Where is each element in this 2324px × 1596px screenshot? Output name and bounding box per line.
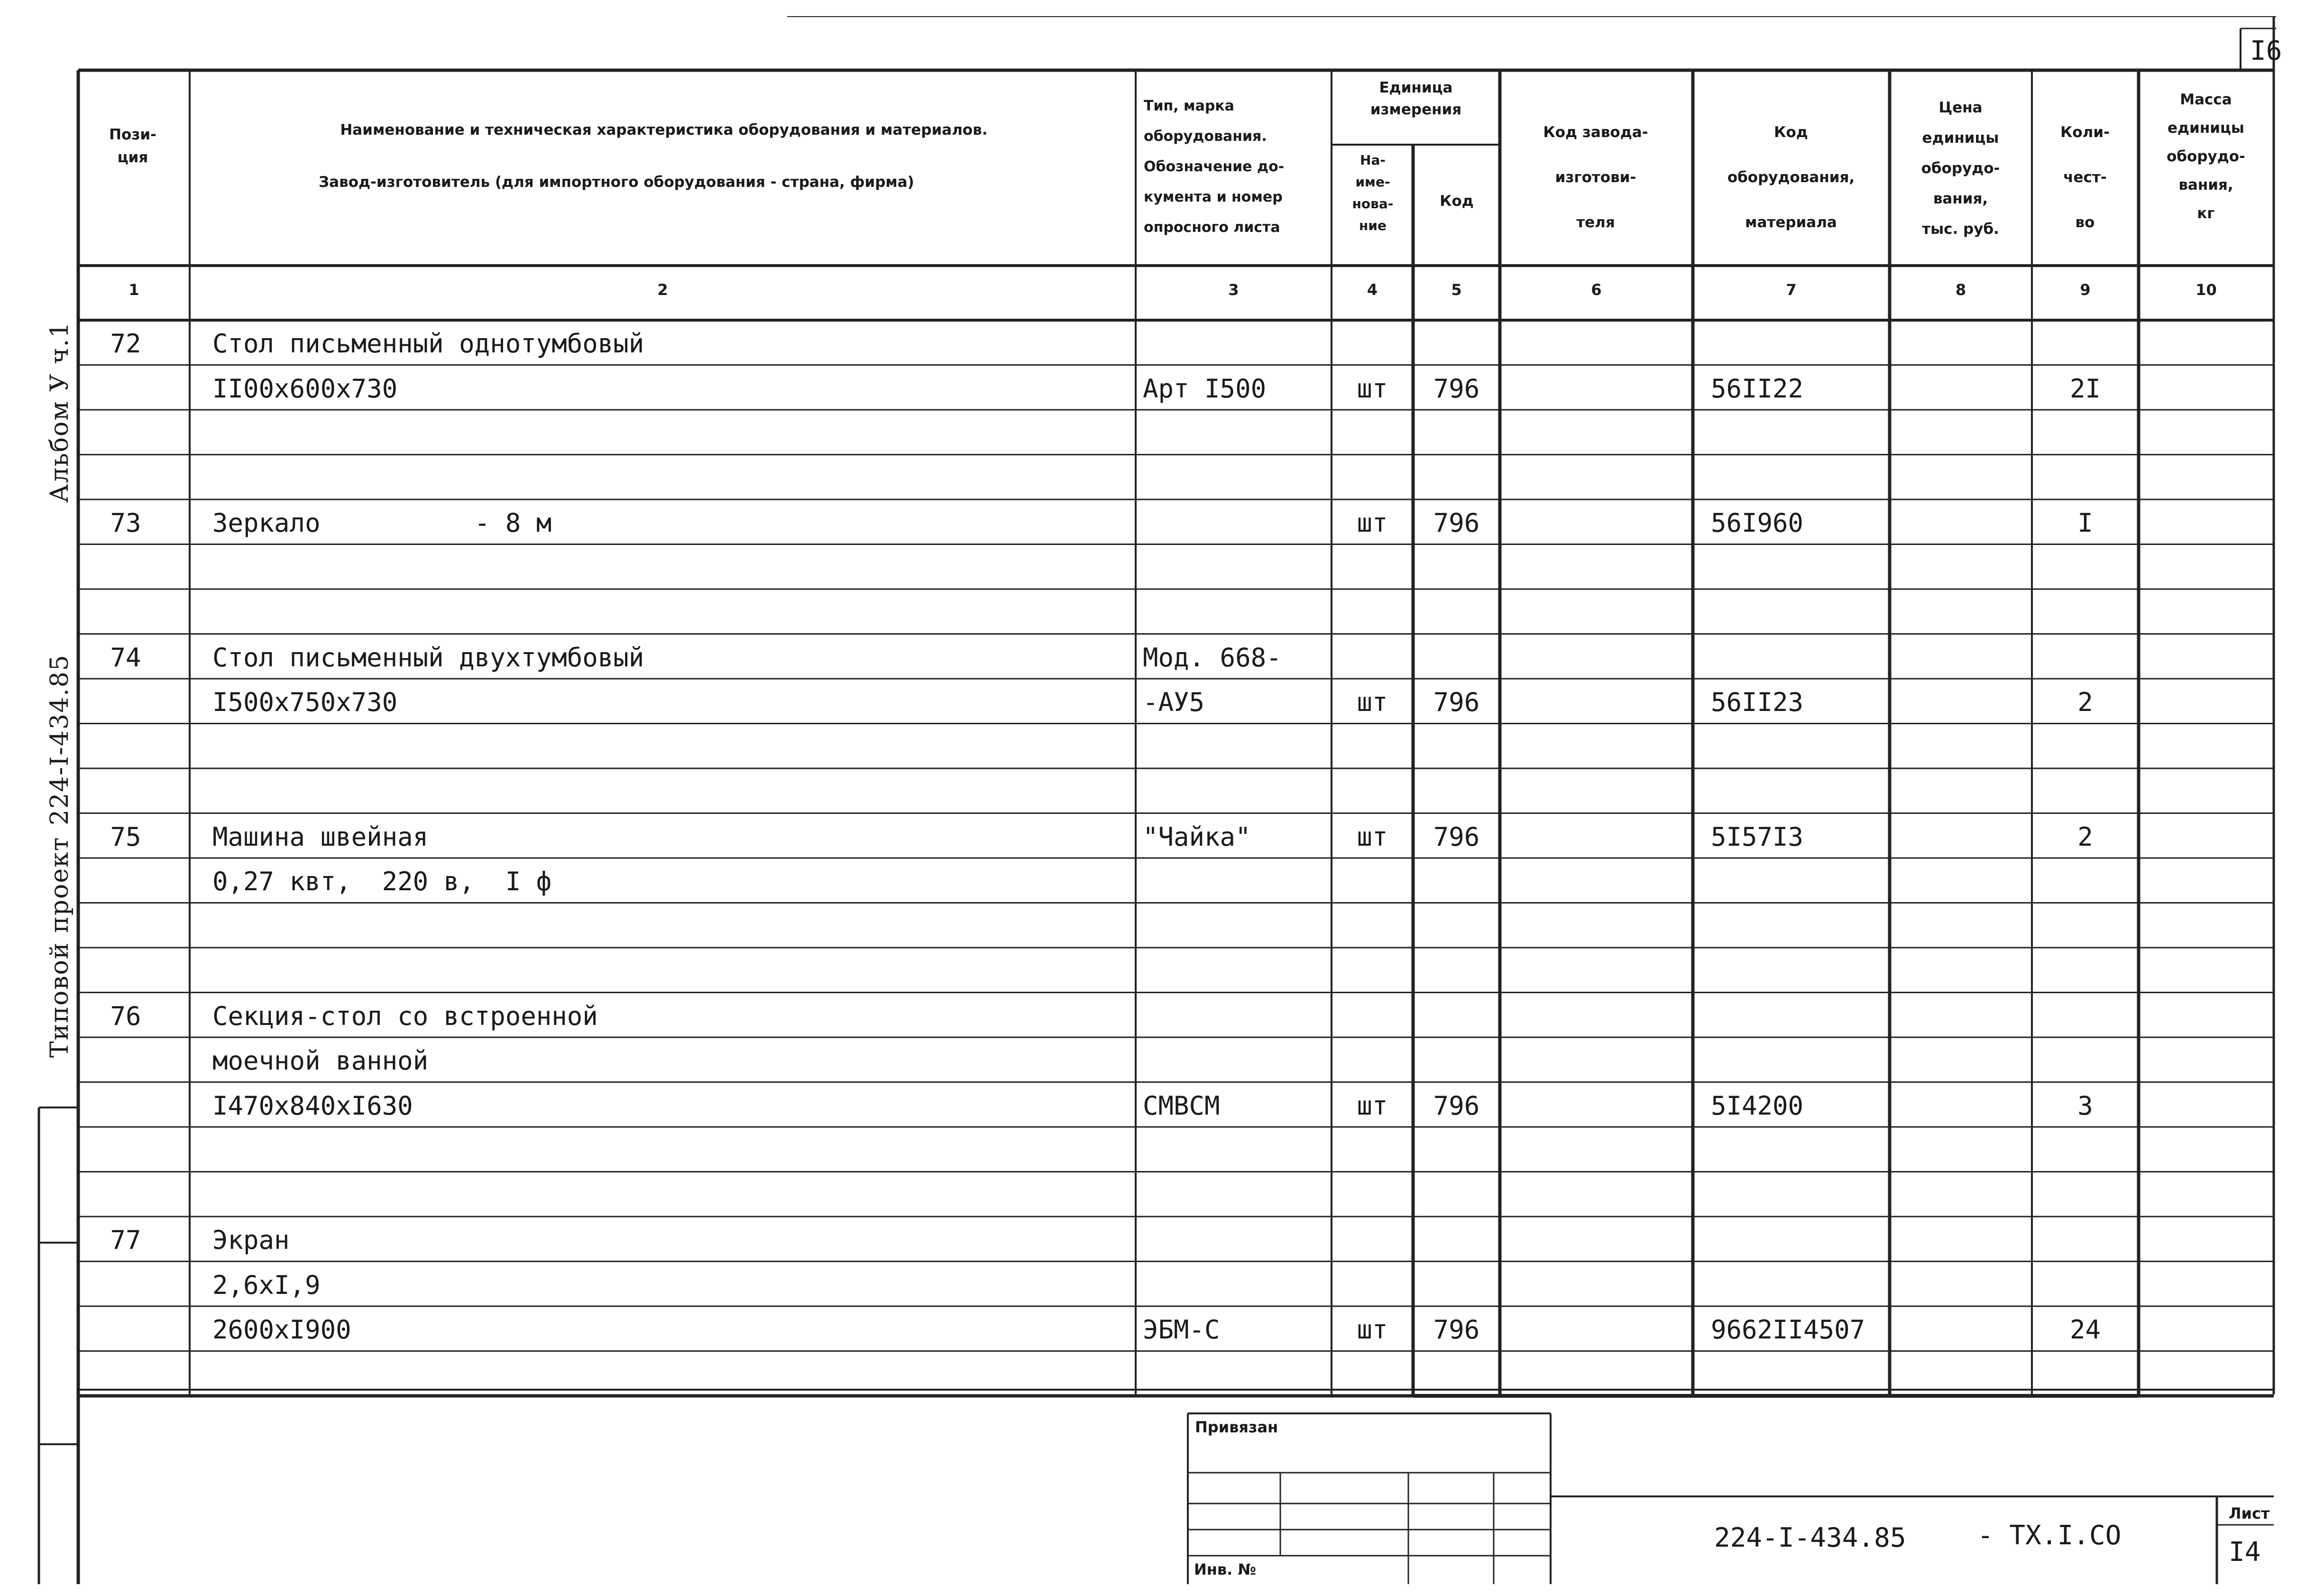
type-cell: СМВСМ bbox=[1143, 1090, 1220, 1121]
equipment-code-cell: 56II23 bbox=[1711, 687, 1804, 717]
type-cell: ЭБМ-С bbox=[1143, 1315, 1220, 1345]
equipment-code-cell: 56I960 bbox=[1711, 508, 1804, 538]
header-unit-group: Единица измерения bbox=[1370, 79, 1462, 118]
name-cell: Стол письменный двухтумбовый bbox=[212, 642, 644, 673]
unit-code-cell: 796 bbox=[1433, 1090, 1480, 1121]
document-suffix: - ТХ.I.СО bbox=[1977, 1520, 2122, 1551]
name-cell: 2600xI900 bbox=[212, 1315, 351, 1345]
position-cell: 74 bbox=[110, 642, 141, 673]
side-text-code: 224-I-434.85 bbox=[46, 654, 74, 825]
unit-code-cell: 796 bbox=[1433, 508, 1480, 538]
name-cell: 2,6xI,9 bbox=[212, 1270, 321, 1300]
column-number-8: 8 bbox=[1955, 281, 1966, 299]
position-cell: 72 bbox=[110, 329, 141, 359]
name-cell: Секция-стол со встроенной bbox=[212, 1001, 598, 1031]
column-number-4: 4 bbox=[1367, 281, 1378, 299]
inv-label: Инв. № bbox=[1194, 1560, 1256, 1578]
position-cell: 76 bbox=[110, 1001, 141, 1031]
type-cell: -АУ5 bbox=[1143, 687, 1205, 717]
name-cell: Зеркало - 8 м bbox=[212, 508, 552, 538]
name-cell: Экран bbox=[212, 1225, 290, 1255]
side-text-album: Альбом У ч.1 bbox=[46, 321, 74, 503]
document-code: 224-I-434.85 bbox=[1714, 1522, 1906, 1553]
unit-name-cell: шт bbox=[1357, 687, 1388, 717]
type-cell: "Чайка" bbox=[1143, 821, 1251, 852]
header-unit-price: Цена единицы оборудо- вания, тыс. руб. bbox=[1921, 99, 2000, 238]
column-number-1: 1 bbox=[129, 281, 139, 299]
quantity-cell: 24 bbox=[2069, 1315, 2101, 1345]
quantity-cell: 2I bbox=[2069, 373, 2101, 404]
header-mass: Масса единицы оборудо- вания, кг bbox=[2167, 91, 2245, 222]
unit-code-cell: 796 bbox=[1433, 373, 1480, 404]
column-number-5: 5 bbox=[1451, 281, 1462, 299]
position-cell: 73 bbox=[110, 508, 141, 538]
header-unit-name: На- име- нова- ние bbox=[1352, 152, 1394, 233]
header-unit-code: Код bbox=[1440, 193, 1474, 210]
equipment-code-cell: 56II22 bbox=[1711, 373, 1804, 404]
equipment-code-cell: 9662II4507 bbox=[1711, 1315, 1865, 1345]
equipment-code-cell: 5I57I3 bbox=[1711, 821, 1804, 852]
column-number-2: 2 bbox=[657, 281, 668, 299]
equipment-code-cell: 5I4200 bbox=[1711, 1090, 1804, 1121]
unit-code-cell: 796 bbox=[1433, 1315, 1480, 1345]
header-equipment-code: Код оборудования, материала bbox=[1727, 124, 1855, 231]
quantity-cell: I bbox=[2077, 508, 2093, 538]
header-quantity: Коли- чест- во bbox=[2060, 124, 2110, 231]
type-cell: Мод. 668- bbox=[1143, 642, 1282, 673]
unit-code-cell: 796 bbox=[1433, 821, 1480, 852]
unit-code-cell: 796 bbox=[1433, 687, 1480, 717]
quantity-cell: 2 bbox=[2077, 687, 2093, 717]
sheet-label: Лист bbox=[2229, 1504, 2270, 1522]
unit-name-cell: шт bbox=[1357, 508, 1388, 538]
position-cell: 75 bbox=[110, 821, 141, 852]
name-cell: моечной ванной bbox=[212, 1046, 429, 1076]
header-name-line1: Наименование и техническая характеристика оборудования и материалов. bbox=[340, 121, 988, 138]
unit-name-cell: шт bbox=[1357, 1090, 1388, 1121]
name-cell: Стол письменный однотумбовый bbox=[212, 329, 644, 359]
name-cell: II00x600x730 bbox=[212, 373, 398, 404]
column-number-3: 3 bbox=[1228, 281, 1239, 299]
sheet-number: I4 bbox=[2229, 1537, 2261, 1568]
type-cell: Арт I500 bbox=[1143, 373, 1267, 404]
header-type: Тип, марка оборудования. Обозначение до- кумента и номер опросного листа bbox=[1144, 98, 1285, 236]
side-text-project: Типовой проект bbox=[46, 836, 74, 1058]
unit-name-cell: шт bbox=[1357, 1315, 1388, 1345]
unit-name-cell: шт bbox=[1357, 821, 1388, 852]
name-cell: Машина швейная bbox=[212, 821, 429, 852]
sheet-number-top: I6 bbox=[2250, 36, 2282, 66]
column-number-6: 6 bbox=[1591, 281, 1602, 299]
position-cell: 77 bbox=[110, 1225, 141, 1255]
unit-name-cell: шт bbox=[1357, 373, 1388, 404]
name-cell: I500x750x730 bbox=[212, 687, 398, 717]
header-name-line2: Завод-изготовитель (для импортного оборудования - страна, фирма) bbox=[319, 174, 914, 191]
name-cell: I470x840xI630 bbox=[212, 1090, 413, 1121]
column-number-9: 9 bbox=[2080, 281, 2091, 299]
column-number-10: 10 bbox=[2195, 281, 2217, 299]
header-position: Пози- ция bbox=[109, 126, 156, 166]
header-factory-code: Код завода- изготови- теля bbox=[1543, 124, 1648, 231]
bound-label: Привязан bbox=[1195, 1418, 1278, 1436]
name-cell: 0,27 квт, 220 в, I ф bbox=[212, 867, 552, 896]
quantity-cell: 3 bbox=[2077, 1090, 2093, 1121]
quantity-cell: 2 bbox=[2077, 821, 2093, 852]
column-number-7: 7 bbox=[1786, 281, 1797, 299]
